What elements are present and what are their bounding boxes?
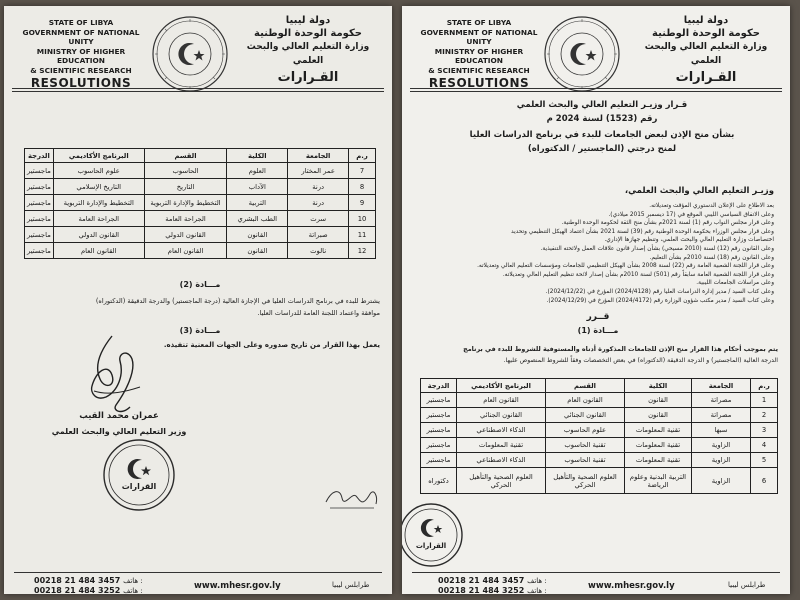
- table-cell: 8: [349, 179, 376, 195]
- table-row: [25, 211, 376, 227]
- footer-phones: [34, 576, 143, 594]
- table-cell: ماجستير: [421, 393, 457, 408]
- english-letterhead: [16, 18, 146, 89]
- table-cell: عمر المختار: [288, 163, 349, 179]
- table-cell: 5: [751, 453, 778, 468]
- table-row: [421, 408, 778, 423]
- footer-divider: [14, 572, 382, 573]
- header-divider: [410, 91, 782, 92]
- table-row: [421, 423, 778, 438]
- letterhead-en-line: STATE OF LIBYA: [446, 18, 512, 27]
- phone-number: 00218 21 484 3252: [34, 586, 121, 594]
- letterhead-en-line: MINISTRY OF HIGHER EDUCATION: [434, 46, 524, 65]
- round-stamp-icon: [102, 438, 176, 512]
- table-cell: دكتوراه: [421, 468, 457, 494]
- article-3-text: يعمل بهذا القرار من تاريخ صدوره وعلى الجهات المعنية تنفيذه.: [163, 341, 380, 349]
- decree-title: قـرار وزيـر التعليم العالي والبحث العلمي: [516, 100, 688, 110]
- ministry-stamp: [402, 502, 464, 568]
- decree-subject: بشأن منح الإذن لبعض الجامعات للبدء في برنامج الدراسات العليا: [469, 130, 735, 140]
- table-cell: الجراحة العامة: [144, 211, 227, 227]
- table-cell: تقنية المعلومات: [625, 423, 692, 438]
- table-cell: القانون: [227, 243, 288, 259]
- preamble-item: وعلى الاتفاق السياسي الليبي الموقع في (17 ديسمبر 2015 ميلادي).: [608, 211, 774, 218]
- decree-number: رقم (1523) لسنة 2024 م: [546, 114, 658, 124]
- column-header: الجامعة: [288, 149, 349, 163]
- table-cell: الزاوية: [692, 438, 751, 453]
- initials-scribble-icon: [322, 482, 382, 516]
- preamble-item: بعد الاطلاع على الإعلان الدستوري المؤقت وتعديلاته.: [649, 203, 774, 209]
- table-row: [25, 227, 376, 243]
- phone-number: 00218 21 484 3457: [438, 576, 525, 585]
- letterhead-en-line: GOVERNMENT OF NATIONAL UNITY: [22, 27, 140, 46]
- table-row: [25, 179, 376, 195]
- column-header: الدرجة: [25, 149, 54, 163]
- ministry-stamp: [102, 438, 176, 512]
- column-header: البرنامج الأكاديمي: [457, 379, 546, 393]
- minister-heading: وزيـر التعليم العالي والبحث العلمي،: [624, 186, 774, 196]
- table-cell: القانون العام: [144, 243, 227, 259]
- letterhead-en-line: & SCIENTIFIC RESEARCH: [428, 65, 530, 75]
- preamble-item: وعلى مراسلات الجامعات الليبية.: [696, 280, 774, 287]
- universities-table: [24, 148, 376, 259]
- footer-divider: [412, 572, 780, 573]
- table-cell: ماجستير: [25, 227, 54, 243]
- english-letterhead: [414, 18, 544, 89]
- table-cell: التربية: [227, 195, 288, 211]
- phone-label: هاتف :: [527, 577, 547, 585]
- decree-subject: لمنح درجتي (الماجستير / الدكتوراه): [527, 144, 677, 154]
- table-cell: تقنية المعلومات: [625, 438, 692, 453]
- website-link[interactable]: www.mhesr.gov.ly: [588, 581, 675, 591]
- table-cell: العلوم الصحية والتأهيل الحركي: [546, 468, 625, 494]
- universities-table: [420, 378, 778, 494]
- table-row: [25, 163, 376, 179]
- preamble-list: [422, 202, 774, 305]
- phone-label: هاتف :: [123, 587, 143, 594]
- header-divider: [12, 91, 384, 92]
- table-cell: القانون العام: [53, 243, 144, 259]
- table-cell: التاريخ الإسلامي: [53, 179, 144, 195]
- table-cell: 6: [751, 468, 778, 494]
- table-cell: ماجستير: [421, 438, 457, 453]
- table-cell: القانون: [227, 227, 288, 243]
- table-cell: ماجستير: [25, 179, 54, 195]
- article-2-line: يشترط للبدء في برنامج الدراسات العليا في الإجازة العالية (درجة الماجستير) والدرجة الدقيقة (الدكتوراه): [95, 297, 380, 305]
- table-cell: الآداب: [227, 179, 288, 195]
- letterhead-en-line: MINISTRY OF HIGHER EDUCATION: [36, 46, 126, 65]
- left-document-page: [4, 6, 392, 594]
- table-cell: القانون الدولي: [144, 227, 227, 243]
- table-cell: ماجستير: [25, 195, 54, 211]
- table-cell: تقنية الحاسوب: [546, 453, 625, 468]
- arabic-letterhead: [234, 14, 382, 84]
- preamble-item: وعلى القانون رقم (18) لسنة 2010م بشأن التعليم.: [649, 254, 774, 261]
- preamble-item: وعلى القانون رقم (12) لسنة (2010 مسيحي) بشأن إصدار قانون علاقات العمل ولائحته التنفيذية.: [540, 245, 774, 252]
- preamble-item: وعلى قرار اللجنة الشعبية العامة سابقاً رقم (501) لسنة 2010م بشأن إصدار لائحة تنظيم التعليم العالي وتعديلاته.: [502, 271, 774, 278]
- table-cell: القانون الجنائي: [546, 408, 625, 423]
- column-header: ر.م: [751, 379, 778, 393]
- table-cell: مصراتة: [692, 393, 751, 408]
- letterhead-ar-resolutions: القـرارات: [277, 70, 339, 85]
- table-cell: القانون: [625, 408, 692, 423]
- right-document-page: [402, 6, 790, 594]
- table-cell: القانون: [625, 393, 692, 408]
- table-cell: الزاوية: [692, 468, 751, 494]
- header-divider: [12, 88, 384, 89]
- stamp-label: القرارات: [121, 482, 157, 491]
- column-header: الكلية: [625, 379, 692, 393]
- article-1-title: مـــادة (1): [577, 326, 619, 335]
- table-cell: الحاسوب: [144, 163, 227, 179]
- table-cell: علوم الحاسوب: [53, 163, 144, 179]
- table-cell: ماجستير: [421, 408, 457, 423]
- table-cell: تقنية المعلومات: [457, 438, 546, 453]
- preamble-item: وعلى قرار اللجنة الشعبية العامة رقم (22) لسنة 2008 بشأن الهيكل التنظيمي للجامعات ومؤسسات التعليم العالي وتعديلاته.: [477, 263, 774, 270]
- decides-heading: قــرر: [586, 312, 610, 322]
- table-cell: القانون الجنائي: [457, 408, 546, 423]
- round-stamp-icon: [402, 502, 464, 568]
- preamble-item: وعلى قرار مجلس الوزراء بحكومة الوحدة الوطنية رقم (39) لسنة 2021 بشأن اعتماد الهيكل التنظيمي وتحديد: [511, 228, 774, 235]
- letterhead-ar-line: حكومة الوحدة الوطنية: [254, 28, 362, 39]
- letterhead-en-line: GOVERNMENT OF NATIONAL UNITY: [420, 27, 538, 46]
- preamble-item: وعلى قرار مجلس النواب رقم (1) لسنة 2021م بشأن منح الثقة لحكومة الوحدة الوطنية.: [561, 220, 774, 227]
- column-header: القسم: [144, 149, 227, 163]
- column-header: القسم: [546, 379, 625, 393]
- letterhead-ar-line: وزارة التعليم العالي والبحث العلمي: [644, 42, 768, 66]
- table-row: [421, 453, 778, 468]
- table-cell: ماجستير: [25, 163, 54, 179]
- signatory-title: وزير التعليم العالي والبحث العلمي: [51, 427, 187, 436]
- table-row: [421, 393, 778, 408]
- arabic-letterhead: [632, 14, 780, 84]
- table-cell: القانون الدولي: [53, 227, 144, 243]
- table-cell: التربية البدنية وعلوم الرياضة: [625, 468, 692, 494]
- table-cell: التخطيط والإدارة التربوية: [53, 195, 144, 211]
- table-cell: 7: [349, 163, 376, 179]
- table-cell: 1: [751, 393, 778, 408]
- table-cell: ماجستير: [421, 453, 457, 468]
- table-cell: القانون العام: [546, 393, 625, 408]
- letterhead-en-resolutions: RESOLUTIONS: [428, 76, 530, 90]
- article-1-line: يتم بموجب أحكام هذا القرار منح الإذن للجامعات المذكورة أدناه والمستوفية للشروط للبدء في برنامج: [463, 345, 778, 353]
- letterhead-en-resolutions: RESOLUTIONS: [30, 76, 132, 90]
- table-cell: العلوم الصحية والتأهيل الحركي: [457, 468, 546, 494]
- ministry-seal-icon: [542, 14, 622, 94]
- table-header-row: [421, 379, 778, 393]
- table-cell: الزاوية: [692, 453, 751, 468]
- table-cell: درنة: [288, 195, 349, 211]
- footer-city: طرابلس ليبيا: [728, 581, 766, 589]
- letterhead-en-line: & SCIENTIFIC RESEARCH: [30, 65, 132, 75]
- table-cell: الجراحة العامة: [53, 211, 144, 227]
- column-header: ر.م: [349, 149, 376, 163]
- table-cell: علوم الحاسوب: [546, 423, 625, 438]
- letterhead-ar-line: وزارة التعليم العالي والبحث العلمي: [246, 42, 370, 66]
- table-cell: ماجستير: [25, 243, 54, 259]
- preamble-item: وعلى كتاب السيد / مدير مكتب شؤون الوزارة رقم (2024/4172) المؤرخ في (2024/12/29).: [546, 297, 774, 304]
- table-cell: تقنية الحاسوب: [546, 438, 625, 453]
- footer-city: طرابلس ليبيا: [332, 581, 370, 589]
- table-header-row: [25, 149, 376, 163]
- phone-number: 00218 21 484 3457: [34, 576, 121, 585]
- table-cell: 2: [751, 408, 778, 423]
- table-cell: سرت: [288, 211, 349, 227]
- ministry-seal-icon: [150, 14, 230, 94]
- table-cell: 9: [349, 195, 376, 211]
- table-cell: التاريخ: [144, 179, 227, 195]
- table-row: [25, 243, 376, 259]
- stamp-label: القرارات: [415, 542, 447, 550]
- handwritten-signature-icon: [82, 331, 152, 421]
- phone-number: 00218 21 484 3252: [438, 586, 525, 594]
- article-2-title: مـــادة (2): [179, 280, 221, 289]
- column-header: الكلية: [227, 149, 288, 163]
- table-cell: الطب البشري: [227, 211, 288, 227]
- footer-phones: [438, 576, 547, 594]
- letterhead-ar-line: حكومة الوحدة الوطنية: [652, 28, 760, 39]
- header-divider: [410, 88, 782, 89]
- signatory-name: عمران محمد القيب: [79, 411, 159, 421]
- table-cell: مصراتة: [692, 408, 751, 423]
- letterhead-ar-resolutions: القـرارات: [675, 70, 737, 85]
- table-cell: التخطيط والإدارة التربوية: [144, 195, 227, 211]
- column-header: الدرجة: [421, 379, 457, 393]
- table-row: [421, 468, 778, 494]
- letterhead-ar-line: دولة ليبيا: [683, 15, 729, 26]
- table-cell: 10: [349, 211, 376, 227]
- table-cell: سبها: [692, 423, 751, 438]
- table-cell: القانون العام: [457, 393, 546, 408]
- table-cell: 4: [751, 438, 778, 453]
- phone-label: هاتف :: [123, 577, 143, 585]
- table-cell: تقنية المعلومات: [625, 453, 692, 468]
- table-cell: 3: [751, 423, 778, 438]
- column-header: البرنامج الأكاديمي: [53, 149, 144, 163]
- column-header: الجامعة: [692, 379, 751, 393]
- table-cell: درنة: [288, 179, 349, 195]
- phone-label: هاتف :: [527, 587, 547, 594]
- preamble-item: اختصاصات وزارة التعليم العالي والبحث العلمي، وتنظيم جهازها الإداري.: [604, 237, 774, 244]
- table-cell: الذكاء الاصطناعي: [457, 423, 546, 438]
- letterhead-ar-line: دولة ليبيا: [285, 15, 331, 26]
- table-row: [421, 438, 778, 453]
- letterhead-en-line: STATE OF LIBYA: [48, 18, 114, 27]
- table-cell: الذكاء الاصطناعي: [457, 453, 546, 468]
- article-2-line: موافقة واعتماد اللجنة العامة للدراسات العليا.: [257, 309, 380, 317]
- table-cell: نالوت: [288, 243, 349, 259]
- article-1-line: الدرجة العالية (الماجستير) و الدرجة الدقيقة (الدكتوراه) في بعض التخصصات وفقاً للشروط المنصوص عليها.: [503, 357, 778, 364]
- table-cell: 12: [349, 243, 376, 259]
- table-cell: ماجستير: [25, 211, 54, 227]
- table-cell: 11: [349, 227, 376, 243]
- table-cell: العلوم: [227, 163, 288, 179]
- website-link[interactable]: www.mhesr.gov.ly: [194, 581, 281, 591]
- preamble-item: وعلى كتاب السيد / مدير إدارة الدراسات العليا رقم (2024/4128) المؤرخ في (2024/12/22).: [545, 288, 774, 295]
- table-cell: ماجستير: [421, 423, 457, 438]
- table-row: [25, 195, 376, 211]
- article-3-title: مـــادة (3): [179, 326, 221, 335]
- table-cell: صبراتة: [288, 227, 349, 243]
